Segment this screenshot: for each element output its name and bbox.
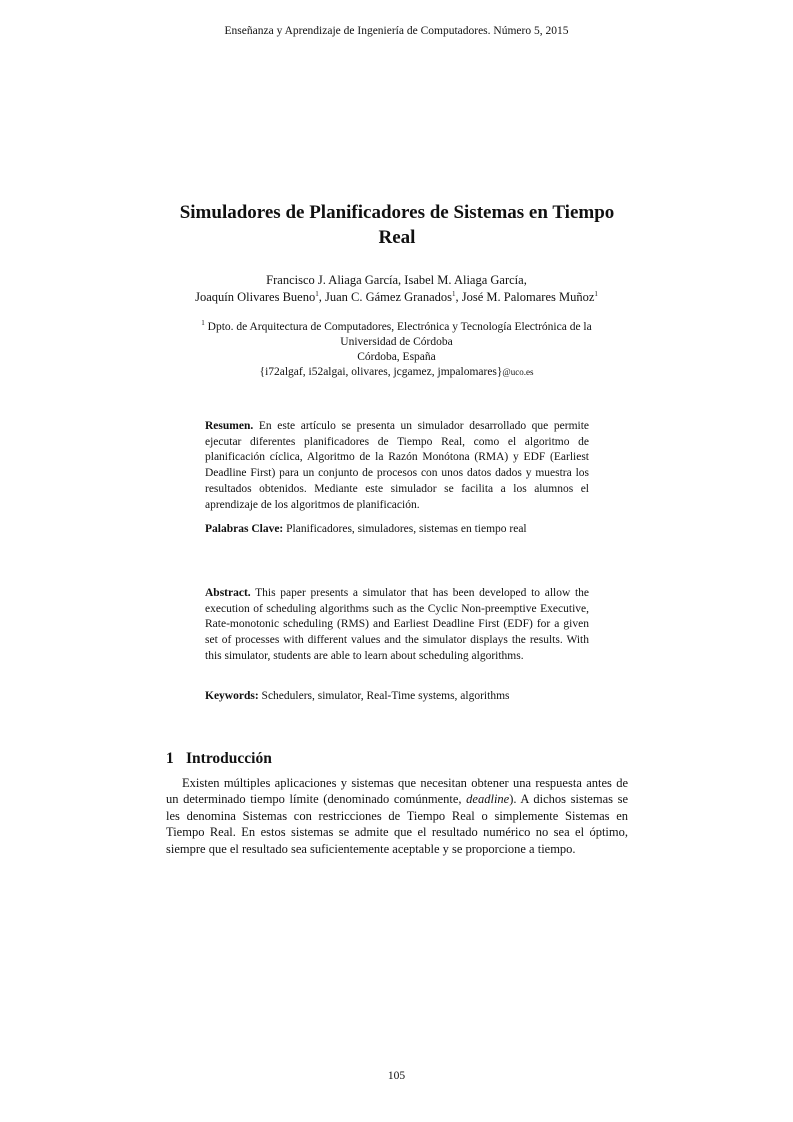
keywords-spanish bbox=[205, 522, 589, 538]
section-title: Introducción bbox=[186, 750, 272, 767]
affiliation-line-1: $^1$ Dpto. de Arquitectura de Computadores, Electrónica y Tecnología Electrónica de la bbox=[201, 319, 592, 333]
section-number: 1 bbox=[166, 750, 174, 767]
author-name: , Juan C. Gámez Granados bbox=[318, 290, 453, 304]
affiliation-marker: 1 bbox=[201, 319, 205, 328]
abstract-spanish-text: En este artículo se presenta un simulador desarrollado que permite ejecutar diferentes planificadores de Tiempo Real, como el algoritmo de planificación cíclica, Algoritmo de la Razón Monótona (RMA) y EDF (Earliest Deadline First) para un conjunto de procesos con unos datos dados y muestra los resultados obtenidos. Mediante este simulador se facilita a los alumnos el aprendizaje de los algoritmos de planificación. bbox=[205, 420, 590, 511]
abstract-english-text: This paper presents a simulator that has been developed to allow the execution of scheduling algorithms such as the Cyclic Non-preemptive Executive, Rate-monotonic scheduling (RMS) and Earliest Deadline First (EDF) for a given set of processes with different values and the simulator displays the results. With this simulator, students are able to learn about scheduling algorithms. bbox=[205, 587, 589, 662]
abstract-english bbox=[205, 586, 589, 665]
author-affiliation-marker: 1 bbox=[315, 289, 319, 298]
affiliation bbox=[150, 320, 643, 380]
abstract-spanish-label: Resumen. bbox=[205, 420, 254, 432]
email-domain: @uco.es bbox=[502, 367, 534, 377]
author-affiliation-marker: 1 bbox=[594, 289, 598, 298]
authors-line-1: Francisco J. Aliaga García, Isabel M. Aliaga García, bbox=[266, 273, 527, 287]
affiliation-line-2: Universidad de Córdoba bbox=[340, 336, 453, 348]
intro-paragraph: Existen múltiples aplicaciones y sistemas que necesitan obtener una respuesta antes de un determinado tiempo límite (denominado comúnmente, deadline). A dichos sistemas se les denomina Sistemas con restricciones de Tiempo Real o simplemente Sistemas en Tiempo Real. En estos sistemas se admite que el resultado numérico no sea el óptimo, siempre que el resultado sea suficientemente aceptable y se proporcione a tiempo. bbox=[166, 776, 629, 856]
running-header: Enseñanza y Aprendizaje de Ingeniería de Computadores. Número 5, 2015 bbox=[224, 25, 569, 37]
abstract-spanish bbox=[205, 419, 589, 513]
page-number: 105 bbox=[387, 1070, 406, 1082]
keywords-english-text: Schedulers, simulator, Real-Time systems, algorithms bbox=[261, 690, 510, 702]
author-emails: {i72algaf, i52algai, olivares, jcgamez, jmpalomares}@uco.es bbox=[259, 366, 534, 378]
author-name: Joaquín Olivares Bueno bbox=[195, 290, 316, 304]
keywords-english bbox=[205, 689, 589, 705]
affiliation-line-3: Córdoba, España bbox=[357, 351, 436, 363]
author-list bbox=[120, 272, 673, 306]
author-affiliation-marker: 1 bbox=[452, 289, 456, 298]
keywords-spanish-label: Palabras Clave: bbox=[205, 523, 284, 535]
section-heading bbox=[166, 749, 272, 769]
keywords-spanish-text: Planificadores, simuladores, sistemas en tiempo real bbox=[286, 523, 527, 535]
italic-term: deadline bbox=[466, 792, 510, 807]
author-name: , José M. Palomares Muñoz bbox=[455, 290, 595, 304]
abstract-english-label: Abstract. bbox=[205, 587, 251, 599]
authors-line-2 bbox=[120, 289, 673, 306]
paper-title: Simuladores de Planificadores de Sistemas en Tiempo Real bbox=[179, 202, 615, 248]
keywords-english-label: Keywords: bbox=[205, 690, 259, 702]
